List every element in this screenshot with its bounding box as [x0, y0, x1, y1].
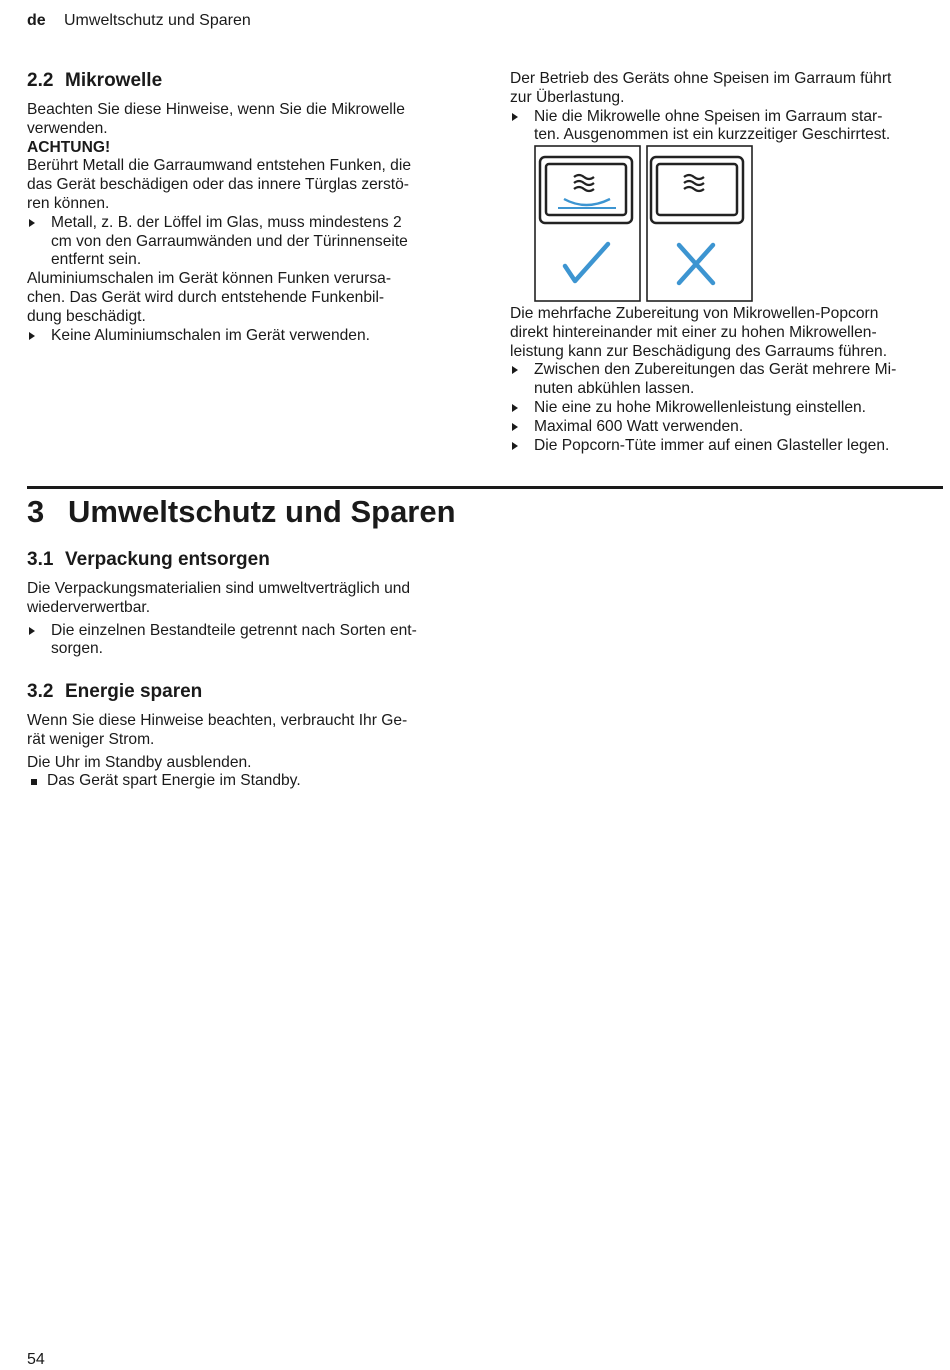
section-3-2 — [27, 681, 467, 791]
header-language: de — [27, 12, 46, 29]
instruction-step: Maximal 600 Watt verwenden. — [510, 418, 942, 437]
result-item: Das Gerät spart Energie im Standby. — [27, 772, 467, 791]
microwave-figure — [534, 145, 756, 311]
paragraph: Die Uhr im Standby ausblenden. — [27, 753, 252, 771]
instruction-step: Nie die Mikrowelle ohne Speisen im Garraum star- ten. Ausgenommen ist ein kurzzeitiger Geschirrtest. — [510, 108, 940, 146]
header-title: Umweltschutz und Sparen — [64, 12, 251, 29]
paragraph: Der Betrieb des Geräts ohne Speisen im Garraum führt zur Überlastung. — [510, 70, 892, 106]
warning-label: ACHTUNG! — [27, 138, 111, 156]
paragraph: Aluminiumschalen im Gerät können Funken verursa- chen. Das Gerät wird durch entstehende Funkenbil- dung beschädigt. — [27, 270, 392, 325]
instruction-step: Keine Aluminiumschalen im Gerät verwenden. — [27, 327, 467, 346]
page-number: 54 — [27, 1351, 45, 1368]
instruction-step: Metall, z. B. der Löffel im Glas, muss mindestens 2 cm von den Garraumwänden und der Türinnenseite entfernt sein. — [27, 214, 467, 270]
right-column-lower — [510, 305, 942, 455]
paragraph: Die Verpackungsmaterialien sind umweltverträglich und wiederverwertbar. — [27, 580, 411, 616]
microwave-with-food-check-icon — [535, 146, 640, 301]
paragraph: Wenn Sie diese Hinweise beachten, verbraucht Ihr Ge- rät weniger Strom. — [27, 712, 408, 748]
intro-text: Beachten Sie diese Hinweise, wenn Sie die Mikrowelle verwenden. — [27, 101, 405, 137]
section-heading: 3.2 Energie sparen — [27, 681, 203, 702]
chapter-divider — [27, 486, 943, 489]
instruction-step: Zwischen den Zubereitungen das Gerät mehrere Mi- nuten abkühlen lassen. — [510, 361, 942, 399]
instruction-step: Nie eine zu hohe Mikrowellenleistung einstellen. — [510, 399, 942, 418]
warning-text: Berührt Metall die Garraumwand entstehen Funken, die das Gerät beschädigen oder das innere Türglas zerstö- ren können. — [27, 157, 411, 212]
section-heading: 3.1 Verpackung entsorgen — [27, 549, 270, 570]
instruction-step: Die einzelnen Bestandteile getrennt nach Sorten ent- sorgen. — [27, 622, 467, 660]
microwave-empty-cross-icon — [647, 146, 752, 301]
chapter-heading: 3 Umweltschutz und Sparen — [27, 494, 456, 529]
right-column — [510, 70, 940, 145]
section-3-1 — [27, 549, 467, 659]
instruction-step: Die Popcorn-Tüte immer auf einen Glasteller legen. — [510, 437, 942, 456]
section-heading: 2.2 Mikrowelle — [27, 70, 163, 91]
paragraph: Die mehrfache Zubereitung von Mikrowellen-Popcorn direkt hintereinander mit einer zu hohen Mikrowellen- leistung kann zur Beschädigung des Garraums führen. — [510, 305, 888, 360]
section-2-2 — [27, 70, 467, 345]
